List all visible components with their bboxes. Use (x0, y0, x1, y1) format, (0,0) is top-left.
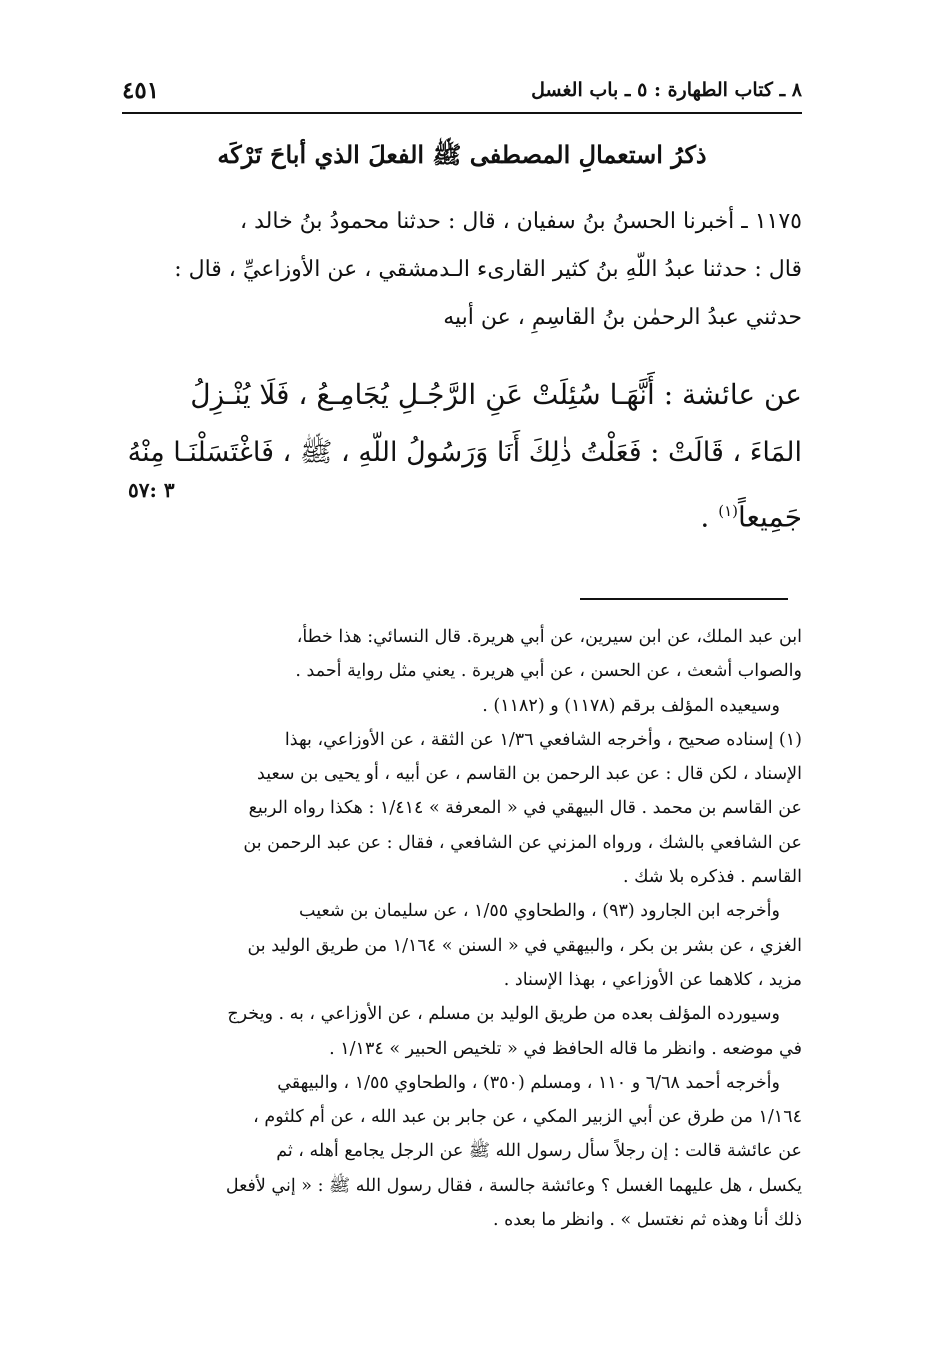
matn-end-punct: . (700, 500, 719, 534)
footnote-line: الإسناد ، لكن قال : عن عبد الرحمن بن القاسم ، عن أبيه ، أو يحيى بن سعيد (257, 764, 802, 785)
matn-last-line (122, 482, 802, 540)
matn-line: جَمِيعاً (738, 500, 802, 534)
matn-line: عن عائشة : أَنَّهَـا سُئِلَتْ عَنِ الرَّجُـلِ يُجَامِـعُ ، فَلَا يُنْـزِلُ (190, 378, 802, 411)
footnote-line: وأخرجه ابن الجارود (٩٣) ، والطحاوي ١/٥٥ ، عن سليمان بن شعيب (299, 901, 780, 922)
isnad-line: ١١٧٥ ـ أخبرنا الحسنُ بنُ سفيان ، قال : حدثنا محمودُ بنُ خالد ، (240, 209, 802, 234)
running-header-chapter: ٨ ـ كتاب الطهارة : ٥ ـ باب الغسل (531, 79, 802, 101)
footnotes (122, 620, 802, 1237)
footnote-line: عن عائشة قالت : إن رجلاً سأل رسول الله ﷺ عن الرجل يجامع أهله ، ثم (276, 1141, 802, 1162)
footnote-line: والصواب أشعث ، عن الحسن ، عن أبي هريرة . يعني مثل رواية أحمد . (295, 661, 802, 682)
page-number: ٤٥١ (122, 77, 160, 104)
footnote-line: عن الشافعي بالشك ، ورواه المزني عن الشافعي ، فقال : عن عبد الرحمن بن (243, 832, 802, 853)
footnote-line: ١/١٦٤ من طرق عن أبي الزبير المكي ، عن جابر بن عبد الله ، عن أم كلثوم ، (253, 1107, 802, 1128)
cross-reference: ٣ :٥٧ (128, 478, 175, 502)
footnote-line: مزيد ، كلاهما عن الأوزاعي ، بهذا الإسناد . (503, 969, 802, 990)
footnote-line: يكسل ، هل عليهما الغسل ؟ وعائشة جالسة ، فقال رسول الله ﷺ : « إني لأفعل (225, 1175, 802, 1196)
isnad-line: حدثني عبدُ الرحمٰن بنُ القاسِمِ ، عن أبيه (443, 305, 802, 330)
hadith-isnad (122, 198, 802, 342)
isnad-line: قال : حدثنا عبدُ اللّهِ بنُ كثير القارىء الـدمشقي ، عن الأوزاعيِّ ، قال : (174, 257, 802, 282)
footnote-line: وأخرجه أحمد ٦/٦٨ و ١١٠ ، ومسلم (٣٥٠) ، والطحاوي ١/٥٥ ، والبيهقي (277, 1072, 780, 1093)
section-title: ذكرُ استعمالِ المصطفى ﷺ الفعلَ الذي أباحَ تَرْكَه (217, 140, 707, 169)
footnote-line: الغزي ، عن بشر بن بكر ، والبيهقي في « السنن » ١/١٦٤ من طريق الوليد بن (247, 935, 802, 956)
footnote-line: وسيورده المؤلف بعده من طريق الوليد بن مسلم ، عن الأوزاعي ، به . ويخرج (227, 1004, 780, 1025)
footnote-line: وسيعيده المؤلف برقم (١١٧٨) و (١١٨٢) . (482, 695, 780, 716)
matn-line: المَاءَ ، قَالَتْ : فَعَلْتُ ذٰلِكَ أَنَا وَرَسُولُ اللّهِ ، ﷺ ، فَاغْتَسَلْنَـا مِنْهُ (127, 437, 802, 468)
page-header (122, 75, 802, 111)
footnote-line: عن القاسم بن محمد . قال البيهقي في « المعرفة » ١/٤١٤ : هكذا رواه الربيع (248, 798, 802, 819)
hadith-matn (122, 366, 802, 540)
footnote-line: في موضعه . وانظر ما قاله الحافظ في « تلخيص الحبير » ١/١٣٤ . (329, 1038, 802, 1059)
footnote-line: (١) إسناده صحيح ، وأخرجه الشافعي ١/٣٦ عن الثقة ، عن الأوزاعي، بهذا (284, 729, 802, 750)
footnote-divider (580, 598, 788, 600)
header-divider (122, 112, 802, 114)
footnote-line: ابن عبد الملك، عن ابن سيرين، عن أبي هريرة. قال النسائي: هذا خطأ، (296, 627, 802, 647)
footnote-marker: (١) (718, 502, 739, 520)
footnote-line: ذلك أنا وهذه ثم نغتسل » . وانظر ما بعده . (493, 1210, 802, 1231)
footnote-line: القاسم . فذكره بلا شك . (622, 867, 802, 888)
